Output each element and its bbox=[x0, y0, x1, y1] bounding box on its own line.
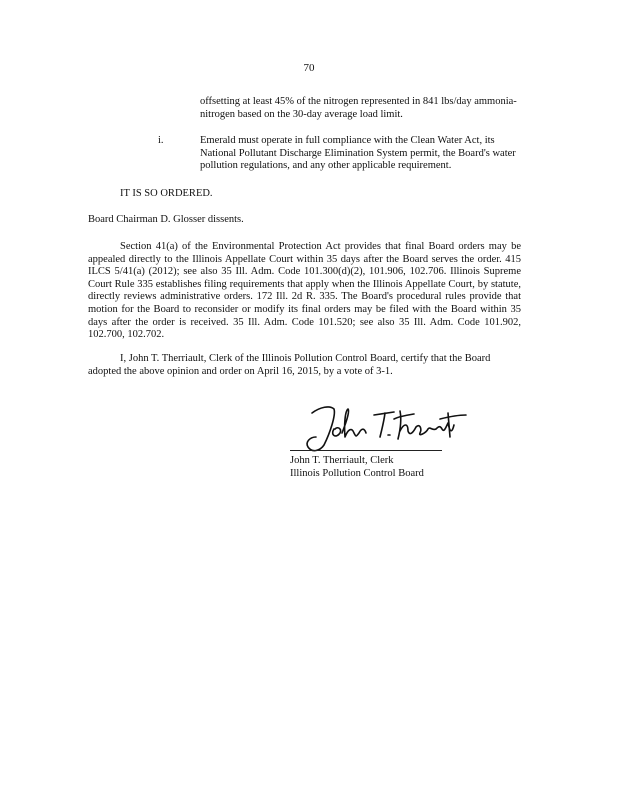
certification-paragraph: I, John T. Therriault, Clerk of the Illinois Pollution Control Board, certify that the Board adopted the above opinion and order on April 16, 2015, by a vote of 3-1. bbox=[88, 353, 491, 377]
condition-h-continuation: offsetting at least 45% of the nitrogen represented in 841 lbs/day ammonia-nitrogen based on the 30-day average load limit. bbox=[200, 96, 517, 120]
condition-i-text: Emerald must operate in full compliance with the Clean Water Act, its National Pollutant Discharge Elimination System permit, the Board's water pollution regulations, and any other applicable requirement. bbox=[200, 135, 516, 172]
clerk-organization: Illinois Pollution Control Board bbox=[290, 467, 424, 479]
appeal-rights-paragraph: Section 41(a) of the Environmental Protection Act provides that final Board orders may be appealed directly to the Illinois Appellate Court within 35 days after the Board serves the order. 415 ILCS 5/41(a) (2012); see also 35 Ill. Adm. Code 101.300(d)(2), 101.906, 102.706. Illinois Supreme Court Rule 335 establishes filing requirements that apply when the Illinois Appellate Court, by statute, directly reviews administrative orders. 172 Ill. 2d R. 335. The Board's procedural rules provide that motion for the Board to reconsider or modify its final orders may be filed with the Board within 35 days after the order is received. 35 Ill. Adm. Code 101.520; see also 35 Ill. Adm. Code 101.902, 102.700, 102.702. bbox=[88, 241, 521, 341]
dissent-statement: Board Chairman D. Glosser dissents. bbox=[88, 214, 244, 225]
signature-line bbox=[290, 450, 442, 451]
ordered-statement: IT IS SO ORDERED. bbox=[120, 188, 213, 199]
page-number: 70 bbox=[303, 62, 315, 74]
clerk-signature-block bbox=[290, 455, 424, 480]
condition-i-label: i. bbox=[158, 135, 164, 146]
handwritten-signature bbox=[290, 393, 470, 463]
clerk-name: John T. Therriault, Clerk bbox=[290, 455, 394, 466]
